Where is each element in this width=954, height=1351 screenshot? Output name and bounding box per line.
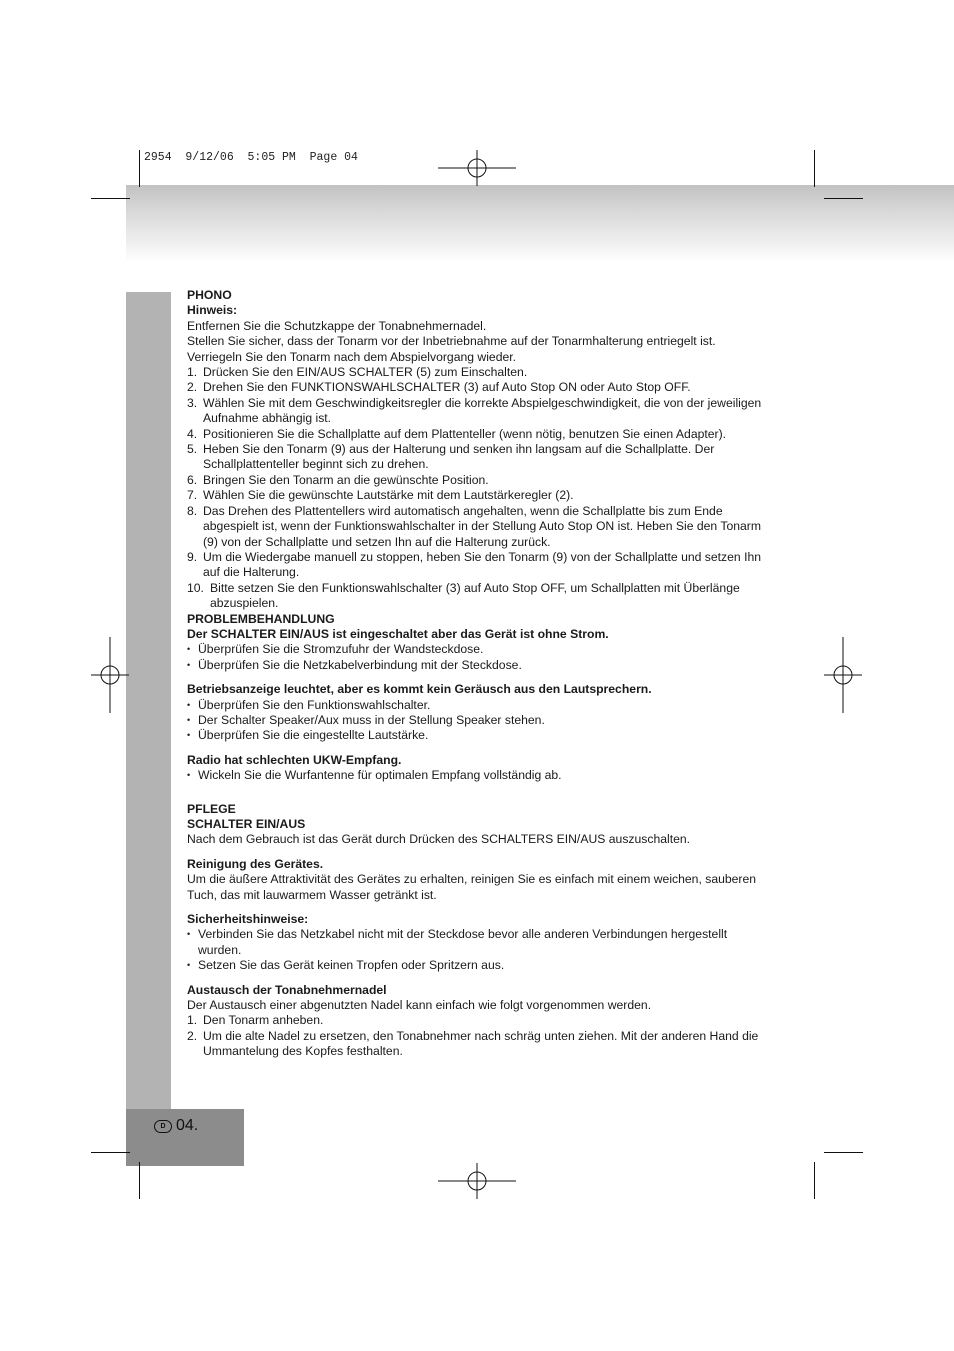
step-item: 10. Bitte setzen Sie den Funktionswahlschalter (3) auf Auto Stop OFF, um Schallplatten mit Überlänge abzuspielen. <box>187 580 740 611</box>
trouble-heading: Radio hat schlechten UKW-Empfang. <box>187 752 402 767</box>
print-slug: 2954 9/12/06 5:05 PM Page 04 <box>144 151 358 164</box>
clean-text: Um die äußere Attraktivität des Gerätes zu erhalten, reinigen Sie es einfach mit einem weichen, sauberen Tuch, das mit lauwarmem Wasser getränkt ist. <box>187 872 757 902</box>
phono-steps <box>187 365 767 612</box>
bullet-item: • Überprüfen Sie die Stromzufuhr der Wandsteckdose. <box>187 642 484 657</box>
bullet-item: • Setzen Sie das Gerät keinen Tropfen oder Spritzern aus. <box>187 958 505 973</box>
trouble-heading: Der SCHALTER EIN/AUS ist eingeschaltet aber das Gerät ist ohne Strom. <box>187 626 609 641</box>
note-heading: Hinweis: <box>187 303 238 318</box>
step-item: 1. Drücken Sie den EIN/AUS SCHALTER (5) zum Einschalten. <box>187 365 528 380</box>
registration-mark-top <box>438 150 516 186</box>
bullet-item: • Überprüfen Sie die eingestellte Lautstärke. <box>187 728 429 743</box>
step-item: 2. Um die alte Nadel zu ersetzen, den Tonabnehmer nach schräg unten ziehen. Mit der anderen Hand die Ummantelung des Kopfes festhalten. <box>187 1028 759 1059</box>
step-item: 4. Positionieren Sie die Schallplatte auf dem Plattenteller (wenn nötig, benutzen Sie einen Adapter). <box>187 426 727 441</box>
step-item: 7. Wählen Sie die gewünschte Lautstärke mit dem Lautstärkeregler (2). <box>187 488 574 503</box>
bullet-item: • Überprüfen Sie den Funktionswahlschalter. <box>187 697 431 712</box>
main-content <box>187 288 767 1060</box>
bullet-item: • Der Schalter Speaker/Aux muss in der Stellung Speaker stehen. <box>187 712 545 727</box>
step-item: 2. Drehen Sie den FUNKTIONSWAHLSCHALTER (3) auf Auto Stop ON oder Auto Stop OFF. <box>187 380 691 395</box>
note-line: Stellen Sie sicher, dass der Tonarm vor der Inbetriebnahme auf der Tonarmhalterung entriegelt ist. <box>187 334 716 349</box>
needle-heading: Austausch der Tonabnehmernadel <box>187 982 387 997</box>
trouble-title: PROBLEMBEHANDLUNG <box>187 611 335 626</box>
needle-text: Der Austausch einer abgenutzten Nadel kann einfach wie folgt vorgenommen werden. <box>187 998 652 1013</box>
registration-mark-right <box>824 637 862 713</box>
safety-heading: Sicherheitshinweise: <box>187 912 309 927</box>
clean-heading: Reinigung des Gerätes. <box>187 856 324 871</box>
note-line: Entfernen Sie die Schutzkappe der Tonabnehmernadel. <box>187 318 487 333</box>
language-badge: D <box>154 1120 172 1133</box>
phono-title: PHONO <box>187 288 232 302</box>
bullet-item: • Verbinden Sie das Netzkabel nicht mit der Steckdose bevor alle anderen Verbindungen hergestellt wurden. <box>187 927 728 957</box>
switch-heading: SCHALTER EIN/AUS <box>187 817 306 831</box>
step-item: 9. Um die Wiedergabe manuell zu stoppen, heben Sie den Tonarm (9) von der Schallplatte und setzen Ihn auf die Halterung. <box>187 549 762 580</box>
registration-mark-left <box>91 637 129 713</box>
step-item: 1. Den Tonarm anheben. <box>187 1013 324 1028</box>
care-title: PFLEGE <box>187 801 236 816</box>
registration-mark-bottom <box>438 1163 516 1199</box>
step-item: 6. Bringen Sie den Tonarm an die gewünschte Position. <box>187 472 489 487</box>
bullet-item: • Wickeln Sie die Wurfantenne für optimalen Empfang vollständig ab. <box>187 768 562 783</box>
trouble-heading: Betriebsanzeige leuchtet, aber es kommt kein Geräusch aus den Lautsprechern. <box>187 682 652 697</box>
note-line: Verriegeln Sie den Tonarm nach dem Abspielvorgang wieder. <box>187 349 517 364</box>
step-item: 3. Wählen Sie mit dem Geschwindigkeitsregler die korrekte Abspielgeschwindigkeit, die von der jeweiligen Aufnahme abhängig ist. <box>187 395 762 426</box>
step-item: 8. Das Drehen des Plattentellers wird automatisch angehalten, wenn die Schallplatte bis zum Ende abgespielt ist, wenn der Funktionswahlschalter in der Stellung Auto Stop ON ist. Heben Sie den Tonarm (9) von der Schallplatte und setzen Ihn auf die Halterung zurück. <box>187 503 762 549</box>
switch-text: Nach dem Gebrauch ist das Gerät durch Drücken des SCHALTERS EIN/AUS auszuschalten. <box>187 832 691 847</box>
step-item: 5. Heben Sie den Tonarm (9) aus der Halterung und senken ihn langsam auf die Schallplatte. Der Schallplattenteller beginnt sich zu drehen. <box>187 442 715 472</box>
page-number-text: 04. <box>176 1117 199 1134</box>
bullet-item: • Überprüfen Sie die Netzkabelverbindung mit der Steckdose. <box>187 657 522 672</box>
